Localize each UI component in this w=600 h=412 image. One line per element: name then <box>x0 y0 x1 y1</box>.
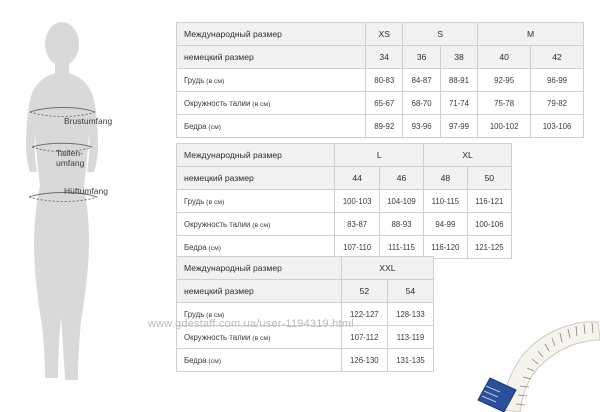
size-table-l-xl <box>176 143 512 259</box>
size-header-cell: 44 <box>335 167 379 190</box>
row-label: Окружность талии (в см) <box>177 92 366 115</box>
measurement-cell: 126-130 <box>341 349 387 372</box>
size-header-cell: 54 <box>387 280 433 303</box>
row-label: Грудь (в см) <box>177 303 342 326</box>
row-label: Бедра (см) <box>177 115 366 138</box>
table-header-row <box>177 46 584 69</box>
measurement-cell: 94-99 <box>424 213 467 236</box>
size-header-cell: 38 <box>440 46 477 69</box>
measurement-lines <box>0 0 176 412</box>
row-unit: (в см) <box>204 311 225 319</box>
row-unit: (см) <box>206 244 222 252</box>
size-header-cell: 36 <box>403 46 440 69</box>
size-table-xxl <box>176 256 434 372</box>
label-waist <box>56 148 84 168</box>
size-header-cell: XXL <box>341 257 433 280</box>
row-unit: (см) <box>206 123 222 131</box>
measurement-cell: 104-109 <box>379 190 423 213</box>
measurement-cell: 75-78 <box>478 92 531 115</box>
measurement-cell: 79-82 <box>531 92 584 115</box>
row-label: Грудь (в см) <box>177 190 335 213</box>
size-header-cell: 34 <box>366 46 403 69</box>
row-label: немецкий размер <box>177 167 335 190</box>
measurement-cell: 131-135 <box>387 349 433 372</box>
size-header-cell: 40 <box>478 46 531 69</box>
table-row <box>177 69 584 92</box>
table-header-row <box>177 144 512 167</box>
measurement-cell: 84-87 <box>403 69 440 92</box>
label-waist-line1: Taillen- <box>56 148 83 158</box>
table-row <box>177 115 584 138</box>
table-header-row <box>177 257 434 280</box>
row-unit: (в см) <box>250 334 271 342</box>
table-row <box>177 213 512 236</box>
tape-measure-icon <box>460 282 600 412</box>
row-label: Международный размер <box>177 257 342 280</box>
size-header-cell: L <box>335 144 424 167</box>
measurement-cell: 80-83 <box>366 69 403 92</box>
row-label: Бедра (см) <box>177 349 342 372</box>
measurement-cell: 116-121 <box>467 190 511 213</box>
measurement-cell: 71-74 <box>440 92 477 115</box>
figure-panel <box>0 0 176 412</box>
watermark-text: www.gdestaff.com.ua/user-1194319.html <box>148 318 354 330</box>
measurement-cell: 103-106 <box>531 115 584 138</box>
row-label: немецкий размер <box>177 46 366 69</box>
row-unit: (в см) <box>250 221 271 229</box>
size-header-cell: XS <box>366 23 403 46</box>
table-header-row <box>177 280 434 303</box>
measurement-cell: 83-87 <box>335 213 379 236</box>
measurement-cell: 88-93 <box>379 213 423 236</box>
size-header-cell: 42 <box>531 46 584 69</box>
table-row <box>177 349 434 372</box>
row-label: Окружность талии (в см) <box>177 326 342 349</box>
measurement-cell: 65-67 <box>366 92 403 115</box>
measurement-cell: 122-127 <box>341 303 387 326</box>
row-label: немецкий размер <box>177 280 342 303</box>
measurement-cell: 107-112 <box>341 326 387 349</box>
size-header-cell: XL <box>424 144 512 167</box>
size-table-xs-m <box>176 22 584 138</box>
measurement-cell: 88-91 <box>440 69 477 92</box>
measurement-cell: 100-103 <box>335 190 379 213</box>
measurement-cell: 111-115 <box>379 236 423 259</box>
table-row <box>177 190 512 213</box>
measurement-cell: 96-99 <box>531 69 584 92</box>
measurement-cell: 92-95 <box>478 69 531 92</box>
measurement-cell: 110-115 <box>424 190 467 213</box>
row-unit: (в см) <box>204 198 225 206</box>
row-label: Международный размер <box>177 23 366 46</box>
row-unit: (в см) <box>204 77 225 85</box>
size-header-cell: M <box>478 23 584 46</box>
table-header-row <box>177 23 584 46</box>
size-header-cell: 50 <box>467 167 511 190</box>
measurement-cell: 107-110 <box>335 236 379 259</box>
measurement-cell: 100-102 <box>478 115 531 138</box>
measurement-cell: 113-119 <box>387 326 433 349</box>
row-unit: (в см) <box>250 100 271 108</box>
label-hip: Hüftumfang <box>64 186 108 196</box>
size-header-cell: 46 <box>379 167 423 190</box>
measurement-cell: 68-70 <box>403 92 440 115</box>
row-label: Международный размер <box>177 144 335 167</box>
measurement-cell: 100-106 <box>467 213 511 236</box>
measurement-cell: 89-92 <box>366 115 403 138</box>
row-label: Окружность талии (в см) <box>177 213 335 236</box>
measurement-cell: 97-99 <box>440 115 477 138</box>
label-waist-line2: umfang <box>56 158 85 168</box>
row-label: Бедра (см) <box>177 236 335 259</box>
table-header-row <box>177 167 512 190</box>
table-row <box>177 92 584 115</box>
measurement-cell: 128-133 <box>387 303 433 326</box>
size-header-cell: 48 <box>424 167 467 190</box>
row-unit: (см) <box>206 357 222 365</box>
size-header-cell: S <box>403 23 478 46</box>
row-label: Грудь (в см) <box>177 69 366 92</box>
label-bust: Brustumfang <box>64 116 113 126</box>
measurement-cell: 93-96 <box>403 115 440 138</box>
measurement-cell: 121-125 <box>467 236 511 259</box>
size-header-cell: 52 <box>341 280 387 303</box>
measurement-cell: 116-120 <box>424 236 467 259</box>
